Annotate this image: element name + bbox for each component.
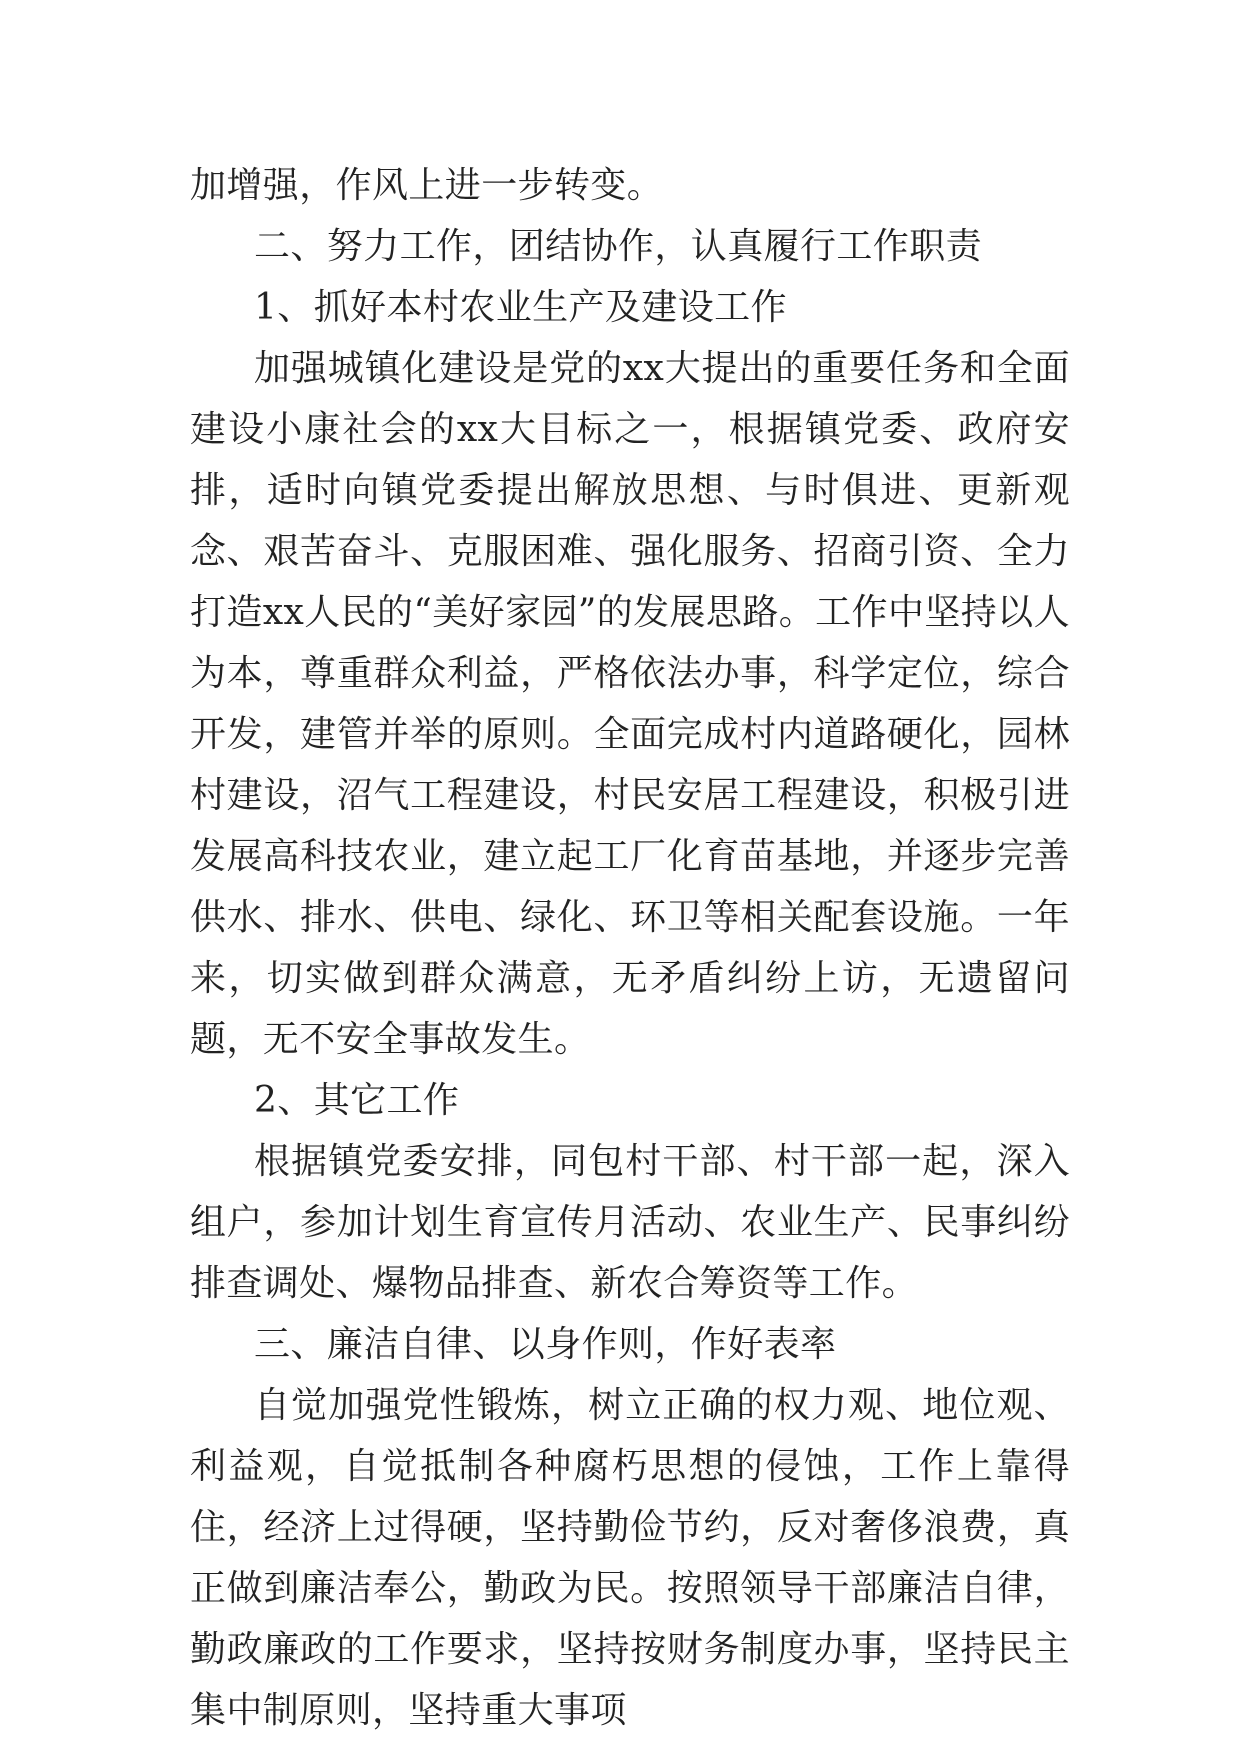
paragraph-body: 自觉加强党性锻炼，树立正确的权力观、地位观、利益观，自觉抵制各种腐朽思想的侵蚀，工作上靠得住，经济上过得硬，坚持勤俭节约，反对奢侈浪费，真正做到廉洁奉公，勤政为民。按照领导干部廉洁自律，勤政廉政的工作要求，坚持按财务制度办事，坚持民主集中制原则，坚持重大事项 xyxy=(190,1385,1070,1731)
document-body xyxy=(190,155,1070,1741)
section-heading-2: 二、努力工作，团结协作，认真履行工作职责 xyxy=(254,226,983,267)
paragraph-continuation: 加增强，作风上进一步转变。 xyxy=(190,165,664,206)
paragraph-body: 加强城镇化建设是党的xx大提出的重要任务和全面建设小康社会的xx大目标之一，根据镇党委、政府安排，适时向镇党委提出解放思想、与时俱进、更新观念、艰苦奋斗、克服困难、强化服务、招商引资、全力打造xx人民的“美好家园”的发展思路。工作中坚持以人为本，尊重群众利益，严格依法办事，科学定位，综合开发，建管并举的原则。全面完成村内道路硬化，园林村建设，沼气工程建设，村民安居工程建设，积极引进发展高科技农业，建立起工厂化育苗基地，并逐步完善供水、排水、供电、绿化、环卫等相关配套设施。一年来，切实做到群众满意，无矛盾纠纷上访，无遗留问题，无不安全事故发生。 xyxy=(190,348,1070,1060)
paragraph-body: 根据镇党委安排，同包村干部、村干部一起，深入组户，参加计划生育宣传月活动、农业生产、民事纠纷排查调处、爆物品排查、新农合筹资等工作。 xyxy=(190,1141,1070,1304)
section-heading-3: 三、廉洁自律、以身作则，作好表率 xyxy=(254,1324,837,1365)
subsection-heading-2-1: 1、抓好本村农业生产及建设工作 xyxy=(254,287,787,328)
subsection-heading-2-2: 2、其它工作 xyxy=(254,1080,460,1121)
